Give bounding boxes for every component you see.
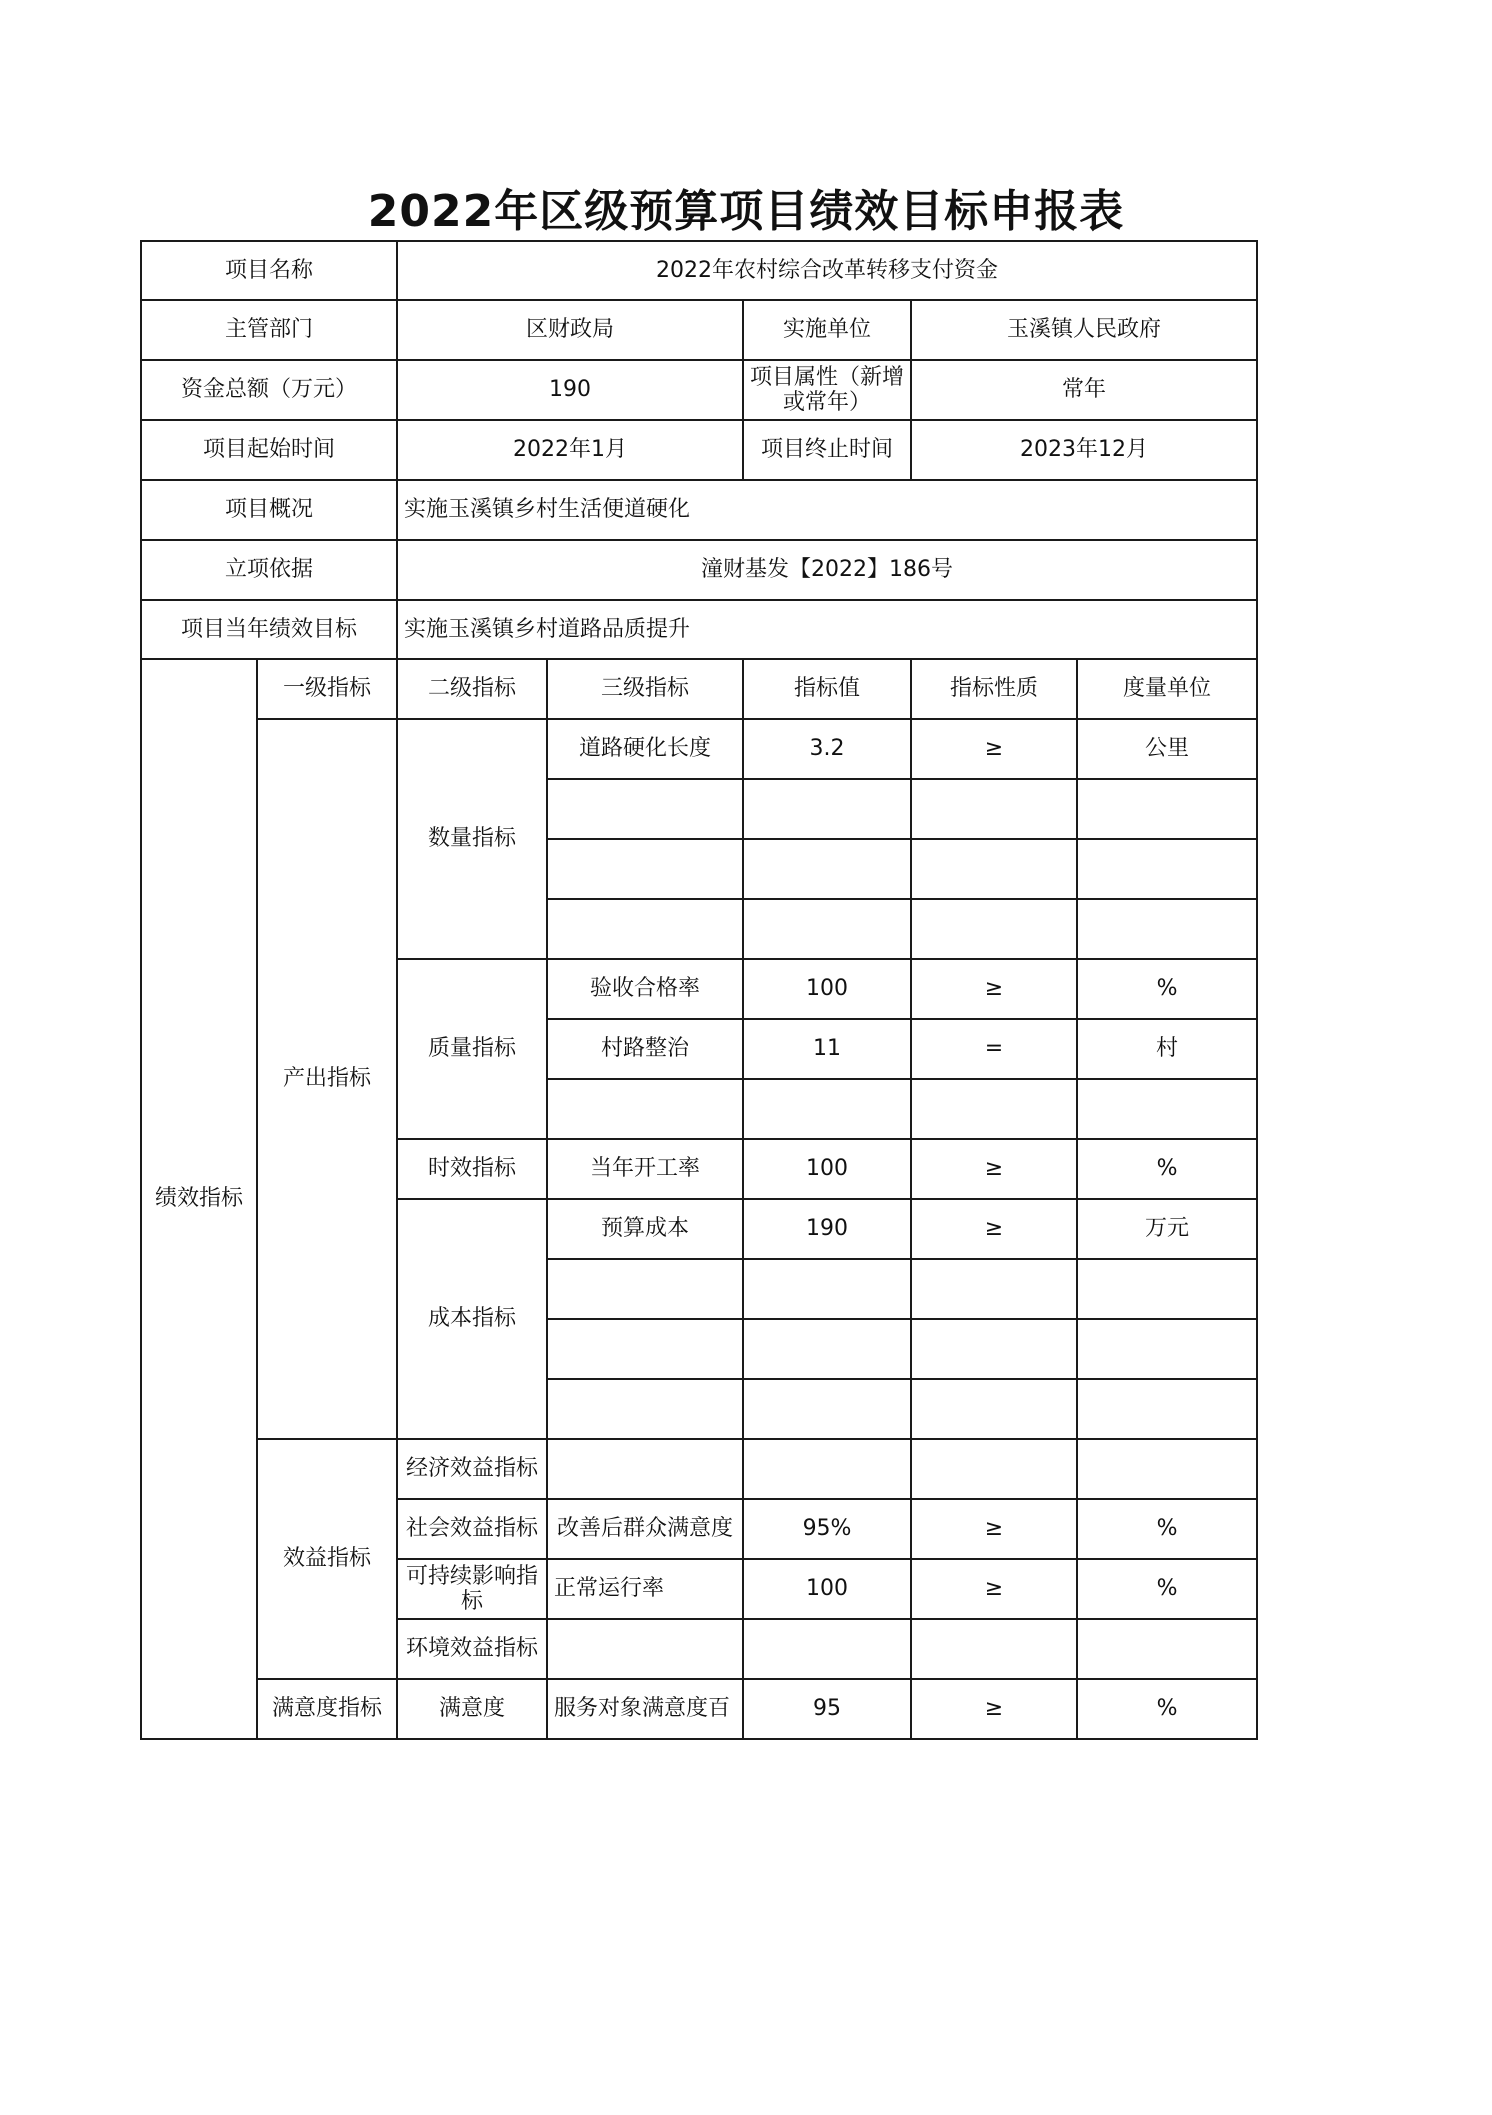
road-length-value: 3.2 [743,719,911,779]
level2-quality: 质量指标 [397,959,547,1139]
empty-cell [911,1259,1077,1319]
empty-cell [743,1079,911,1139]
operation-rate-name: 正常运行率 [547,1559,743,1619]
overview-row [141,480,1257,540]
operation-rate-unit: % [1077,1559,1257,1619]
budget-cost-value: 190 [743,1199,911,1259]
header-unit: 度量单位 [1077,659,1257,719]
empty-cell [1077,779,1257,839]
fund-value: 190 [397,360,743,420]
level2-timeliness: 时效指标 [397,1139,547,1199]
header-level3: 三级指标 [547,659,743,719]
empty-cell [547,1259,743,1319]
impl-value: 玉溪镇人民政府 [911,300,1257,360]
level2-sustain: 可持续影响指标 [397,1559,547,1619]
service-satisfaction-unit: % [1077,1679,1257,1739]
page-title: 2022年区级预算项目绩效目标申报表 [367,186,1125,237]
public-satisfaction-value: 95% [743,1499,911,1559]
start-rate-nature: ≥ [911,1139,1077,1199]
empty-cell [743,1619,911,1679]
end-label: 项目终止时间 [743,420,911,480]
fund-label: 资金总额（万元） [141,360,397,420]
empty-cell [1077,839,1257,899]
empty-cell [743,1379,911,1439]
empty-cell [911,779,1077,839]
road-length-nature: ≥ [911,719,1077,779]
empty-cell [911,1319,1077,1379]
basis-label: 立项依据 [141,540,397,600]
budget-cost-name: 预算成本 [547,1199,743,1259]
empty-cell [1077,1379,1257,1439]
indicator-header-row [141,659,1257,719]
perf-indicator-label: 绩效指标 [141,659,257,1739]
empty-cell [547,899,743,959]
table-row [141,1679,1257,1739]
start-rate-name: 当年开工率 [547,1139,743,1199]
level2-cost: 成本指标 [397,1199,547,1439]
level1-benefit: 效益指标 [257,1439,397,1679]
table-row [141,1439,1257,1499]
service-satisfaction-nature: ≥ [911,1679,1077,1739]
performance-form-table [140,240,1258,1740]
start-value: 2022年1月 [397,420,743,480]
service-satisfaction-name: 服务对象满意度百 [547,1679,743,1739]
empty-cell [547,839,743,899]
acceptance-unit: % [1077,959,1257,1019]
empty-cell [911,1439,1077,1499]
empty-cell [1077,899,1257,959]
empty-cell [1077,1319,1257,1379]
empty-cell [743,839,911,899]
village-value: 11 [743,1019,911,1079]
project-name-value: 2022年农村综合改革转移支付资金 [397,241,1257,300]
empty-cell [547,1439,743,1499]
budget-cost-unit: 万元 [1077,1199,1257,1259]
empty-cell [743,899,911,959]
empty-cell [1077,1259,1257,1319]
level1-output: 产出指标 [257,719,397,1439]
village-unit: 村 [1077,1019,1257,1079]
attr-label: 项目属性（新增或常年） [743,360,911,420]
table-row [141,719,1257,779]
dept-value: 区财政局 [397,300,743,360]
acceptance-name: 验收合格率 [547,959,743,1019]
goal-label: 项目当年绩效目标 [141,600,397,659]
empty-cell [743,1439,911,1499]
project-name-label: 项目名称 [141,241,397,300]
public-satisfaction-unit: % [1077,1499,1257,1559]
level2-economic: 经济效益指标 [397,1439,547,1499]
operation-rate-nature: ≥ [911,1559,1077,1619]
road-length-name: 道路硬化长度 [547,719,743,779]
goal-row [141,600,1257,659]
budget-cost-nature: ≥ [911,1199,1077,1259]
empty-cell [911,1619,1077,1679]
time-row [141,420,1257,480]
village-nature: = [911,1019,1077,1079]
empty-cell [547,1079,743,1139]
start-rate-value: 100 [743,1139,911,1199]
level2-environment: 环境效益指标 [397,1619,547,1679]
level1-satisfaction: 满意度指标 [257,1679,397,1739]
empty-cell [911,1079,1077,1139]
level2-satisfaction: 满意度 [397,1679,547,1739]
empty-cell [743,1319,911,1379]
operation-rate-value: 100 [743,1559,911,1619]
overview-value: 实施玉溪镇乡村生活便道硬化 [397,480,1257,540]
level2-quantity: 数量指标 [397,719,547,959]
road-length-unit: 公里 [1077,719,1257,779]
village-name: 村路整治 [547,1019,743,1079]
empty-cell [547,1319,743,1379]
empty-cell [547,779,743,839]
level2-social: 社会效益指标 [397,1499,547,1559]
acceptance-nature: ≥ [911,959,1077,1019]
empty-cell [743,1259,911,1319]
end-value: 2023年12月 [911,420,1257,480]
empty-cell [1077,1439,1257,1499]
project-name-row [141,241,1257,300]
empty-cell [743,779,911,839]
service-satisfaction-value: 95 [743,1679,911,1739]
empty-cell [547,1619,743,1679]
goal-value: 实施玉溪镇乡村道路品质提升 [397,600,1257,659]
empty-cell [911,839,1077,899]
attr-value: 常年 [911,360,1257,420]
public-satisfaction-nature: ≥ [911,1499,1077,1559]
public-satisfaction-name: 改善后群众满意度 [547,1499,743,1559]
dept-row [141,300,1257,360]
fund-row [141,360,1257,420]
header-level2: 二级指标 [397,659,547,719]
empty-cell [1077,1619,1257,1679]
basis-row [141,540,1257,600]
dept-label: 主管部门 [141,300,397,360]
header-nature: 指标性质 [911,659,1077,719]
empty-cell [547,1379,743,1439]
overview-label: 项目概况 [141,480,397,540]
acceptance-value: 100 [743,959,911,1019]
impl-label: 实施单位 [743,300,911,360]
empty-cell [1077,1079,1257,1139]
empty-cell [911,899,1077,959]
empty-cell [911,1379,1077,1439]
start-label: 项目起始时间 [141,420,397,480]
header-value: 指标值 [743,659,911,719]
header-level1: 一级指标 [257,659,397,719]
start-rate-unit: % [1077,1139,1257,1199]
basis-value: 潼财基发【2022】186号 [397,540,1257,600]
